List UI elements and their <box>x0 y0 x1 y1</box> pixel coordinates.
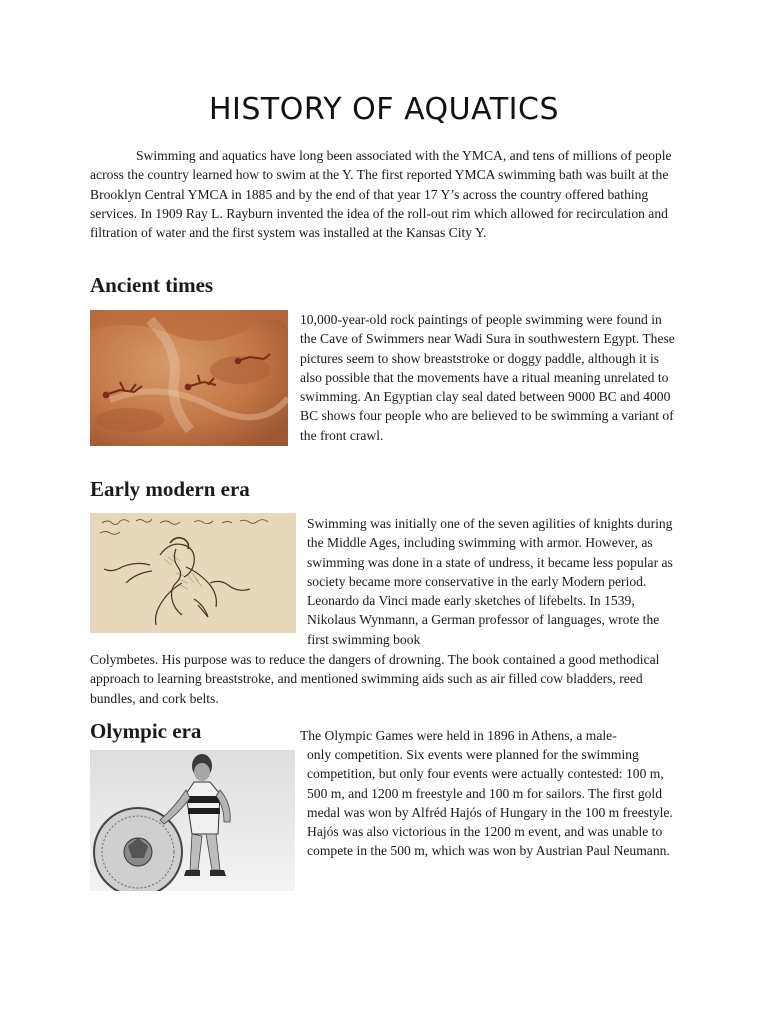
olympic-swimmer-photo <box>90 750 295 891</box>
early-modern-paragraph-beside: Swimming was initially one of the seven agilities of knights during the Middle Ages, including swimming with armor. However, as swimming was done in a state of undress, it became less popular as society became more conservative in the early Modern period. Leonardo da Vinci made early sketches of lifebelts. In 1539, Nikolaus Wynmann, a German professor of languages, wrote the first swimming book <box>307 516 673 647</box>
olympic-paragraph-first-line: The Olympic Games were held in 1896 in Athens, a male- <box>300 728 617 743</box>
rock-painting-image <box>90 310 288 446</box>
olympic-paragraph: only competition. Six events were planned for the swimming competition, but only four events were actually contested: 100 m, 500 m, and 1200 m freestyle and 100 m for sailors. The first gold medal was won by Alfréd Hajós of Hungary in the 100 m freestyle. Hajós was also victorious in the 1200 m event, and was unable to compete in the 500 m, which was won by Austrian Paul Neumann. <box>307 747 673 859</box>
early-modern-paragraph-below: Colymbetes. His purpose was to reduce the dangers of drowning. The book contained a good methodical approach to learning breaststroke, and mentioned swimming aids such as air filled cow bladders, reed bundles, and cork belts. <box>90 652 660 706</box>
section-heading-ancient-times: Ancient times <box>90 273 214 297</box>
page-title: HISTORY OF AQUATICS <box>208 92 559 127</box>
intro-paragraph: Swimming and aquatics have long been associated with the YMCA, and tens of millions of people across the country learned how to swim at the Y. The first reported YMCA swimming bath was built at the Brooklyn Central YMCA in 1885 and by the end of that year 17 Y’s across the country offered bathing services. In 1909 Ray L. Rayburn invented the idea of the roll-out rim which allowed for recirculation and filtration of water and the first system was installed at the Kansas City Y. <box>90 148 672 241</box>
section-heading-olympic-era: Olympic era <box>90 719 202 743</box>
ancient-times-paragraph: 10,000-year-old rock paintings of people swimming were found in the Cave of Swimmers near Wadi Sura in southwestern Egypt. These pictures seem to show breaststroke or doggy paddle, although it is also possible that the movements have a ritual meaning unrelated to swimming. An Egyptian clay seal dated between 9000 BC and 4000 BC shows four people who are believed to be swimming a variant of the front crawl. <box>300 312 675 443</box>
section-heading-early-modern-era: Early modern era <box>90 477 250 501</box>
leonardo-sketch-image <box>90 513 296 633</box>
